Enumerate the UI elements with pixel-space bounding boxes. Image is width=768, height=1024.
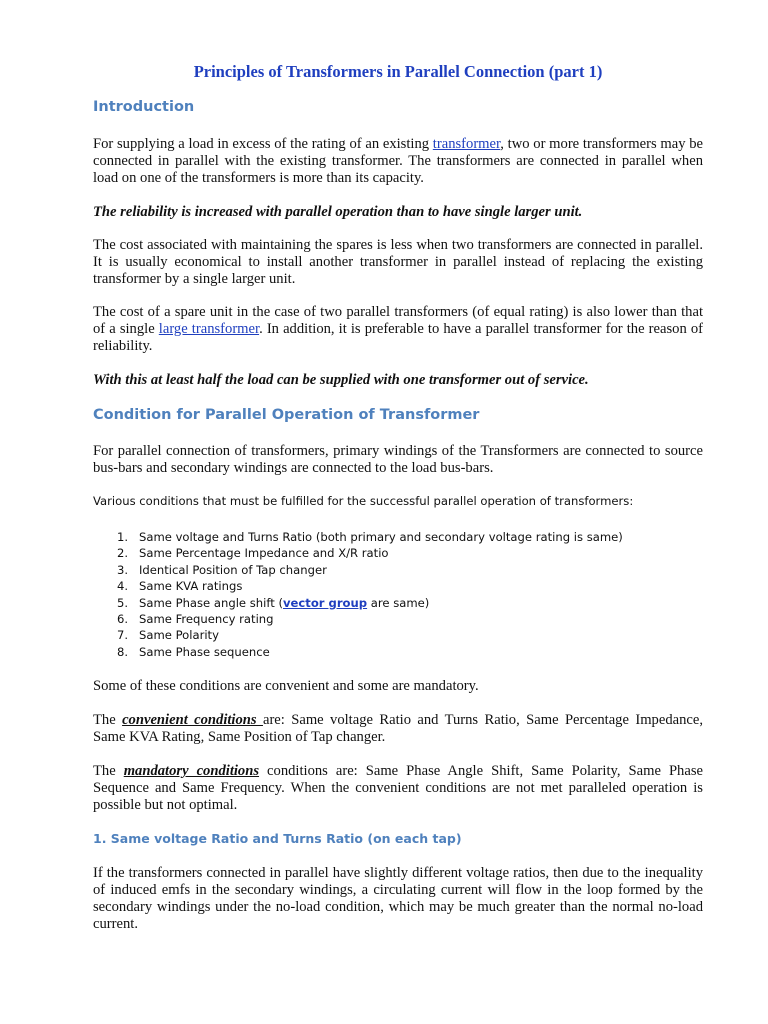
list-item-text-after: are same) [367,595,430,610]
condition-paragraph-4 [93,763,703,814]
list-item-text: Same Phase sequence [139,644,270,659]
list-item [93,595,623,611]
document-title: Principles of Transformers in Parallel Connection (part 1) [193,62,603,81]
intro-paragraph-2: The reliability is increased with parallel operation than to have single larger unit. [93,204,583,220]
list-item [93,562,623,578]
list-item-number: 8. [117,644,129,659]
list-item-text: Same Frequency rating [139,612,274,627]
p4-text-b: conditions are: Same Phase Angle Shift, Same Polarity, Same Phase Sequence and Same Frequency. When the convenient conditions are not met paralleled operation is possible but not optimal. [93,763,703,813]
p4-text-a: The [93,763,124,779]
convenient-conditions-emphasis: convenient conditions [122,712,263,728]
section-1-heading: 1. Same voltage Ratio and Turns Ratio (on each tap) [93,831,462,846]
conditions-intro-line: Various conditions that must be fulfilled for the successful parallel operation of transformers: [93,494,634,508]
list-item-number: 5. [117,595,129,610]
list-item-number: 3. [117,562,129,577]
list-item-text: Same KVA ratings [139,579,243,594]
list-item [93,529,623,545]
list-item-number: 2. [117,546,129,561]
intro-paragraph-5: With this at least half the load can be supplied with one transformer out of service. [93,372,589,388]
section-1-paragraph: If the transformers connected in parallel have slightly different voltage ratios, then due to the inequality of induced emfs in the secondary windings, a circulating current will flow in the loop formed by the secondary windings under the no-load condition, which may be much greater than the normal no-load current. [93,865,703,932]
intro-p1-text-a: For supplying a load in excess of the rating of an existing [93,136,433,152]
list-item [93,578,623,594]
list-item-text: Same Polarity [139,628,219,643]
list-item-text: Same Percentage Impedance and X/R ratio [139,546,389,561]
vector-group-link[interactable]: vector group [282,595,368,610]
list-item-text: Identical Position of Tap changer [139,562,327,577]
condition-paragraph-2: Some of these conditions are convenient and some are mandatory. [93,678,479,694]
list-item-number: 7. [117,628,129,643]
intro-p1-text-b: , two or more transformers may be connected in parallel with the existing transformer. The transformers are connected in parallel when load on one of the transformers is more than its capacity. [93,136,703,186]
list-item-text: Same Phase angle shift ( [139,595,283,610]
intro-p4-text-b: . In addition, it is preferable to have a parallel transformer for the reason of reliability. [93,321,703,354]
condition-paragraph-3 [93,712,703,746]
list-item-number: 1. [117,530,129,544]
intro-p4-text-a: The cost of a spare unit in the case of two parallel transformers (of equal rating) is also lower than that of a single [93,304,703,337]
list-item-number: 6. [117,612,129,627]
list-item [93,611,623,627]
list-item [93,644,623,660]
intro-paragraph-3: The cost associated with maintaining the spares is less when two transformers are connected in parallel. It is usually economical to install another transformer in parallel instead of replacing the existing transformer by a single larger unit. [93,237,703,287]
condition-heading: Condition for Parallel Operation of Transformer [93,407,480,423]
list-item [93,627,623,643]
list-item [93,545,623,561]
intro-paragraph-4 [93,304,703,355]
condition-paragraph-1: For parallel connection of transformers, primary windings of the Transformers are connected to source bus-bars and secondary windings are connected to the load bus-bars. [93,443,703,476]
intro-paragraph-1 [93,136,703,187]
list-item-text: Same voltage and Turns Ratio (both primary and secondary voltage rating is same) [139,530,623,544]
conditions-list [93,529,623,660]
large-transformer-link[interactable]: large transformer [158,321,260,337]
introduction-heading: Introduction [93,99,195,115]
mandatory-conditions-emphasis: mandatory conditions [123,763,260,779]
list-item-number: 4. [117,579,129,594]
p3-text-b: are: Same voltage Ratio and Turns Ratio, Same Percentage Impedance, Same KVA Rating, Same Position of Tap changer. [93,712,704,745]
p3-text-a: The [93,712,123,728]
transformer-link[interactable]: transformer [432,136,501,152]
